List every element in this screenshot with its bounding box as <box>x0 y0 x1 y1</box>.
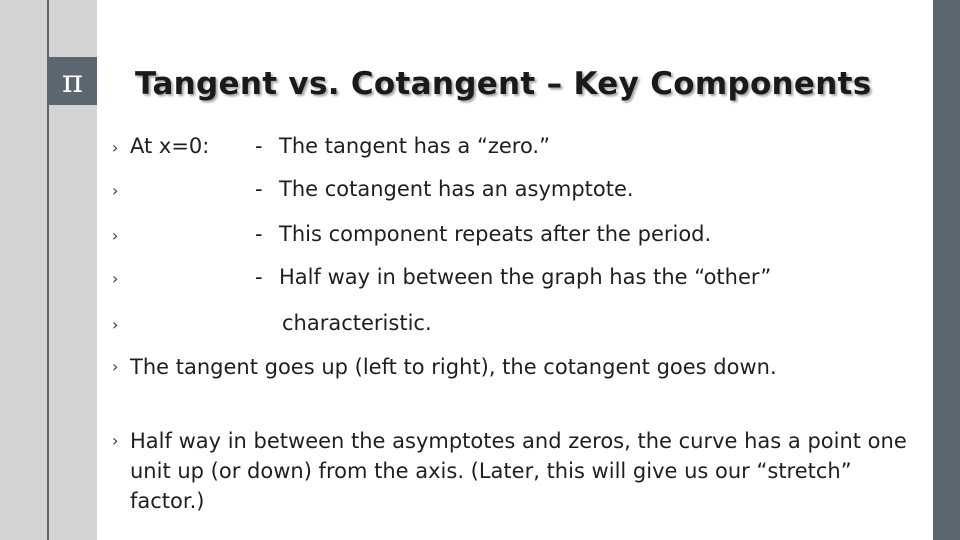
bullet-arrow-icon: › <box>112 431 119 450</box>
slide-title: Tangent vs. Cotangent – Key Components <box>135 66 872 102</box>
paragraph-text: Half way in between the asymptotes and zeros, the curve has a point one unit up (or down) from the axis. (Later, this will give us our “stretch” factor.) <box>130 429 907 513</box>
list-item <box>112 426 912 516</box>
bullet-arrow-icon: › <box>112 357 119 376</box>
bullet-dash: - <box>255 265 263 289</box>
bullet-arrow-icon: › <box>112 269 119 288</box>
bullet-lead: At x=0: <box>130 134 210 158</box>
bullet-arrow-icon: › <box>112 226 119 245</box>
bullet-dash: - <box>255 177 263 201</box>
bullet-text: The tangent has a “zero.” <box>279 134 550 158</box>
bullet-dash: - <box>255 222 263 246</box>
bullet-text: The cotangent has an asymptote. <box>279 177 634 201</box>
right-decorative-band <box>933 0 960 540</box>
bullet-text: This component repeats after the period. <box>279 222 712 246</box>
pi-logo <box>48 57 97 105</box>
bullet-dash: - <box>255 134 263 158</box>
list-item <box>112 308 432 340</box>
list-item <box>112 174 634 206</box>
list-item <box>112 131 550 163</box>
bullet-text: characteristic. <box>282 311 432 335</box>
bullet-arrow-icon: › <box>112 315 119 334</box>
bullet-arrow-icon: › <box>112 138 119 157</box>
pi-icon: π <box>61 62 84 100</box>
list-item <box>112 352 882 382</box>
paragraph-text: The tangent goes up (left to right), the cotangent goes down. <box>130 355 777 379</box>
list-item <box>112 262 772 294</box>
bullet-arrow-icon: › <box>112 181 119 200</box>
bullet-text: Half way in between the graph has the “other” <box>279 265 772 289</box>
list-item <box>112 219 712 251</box>
